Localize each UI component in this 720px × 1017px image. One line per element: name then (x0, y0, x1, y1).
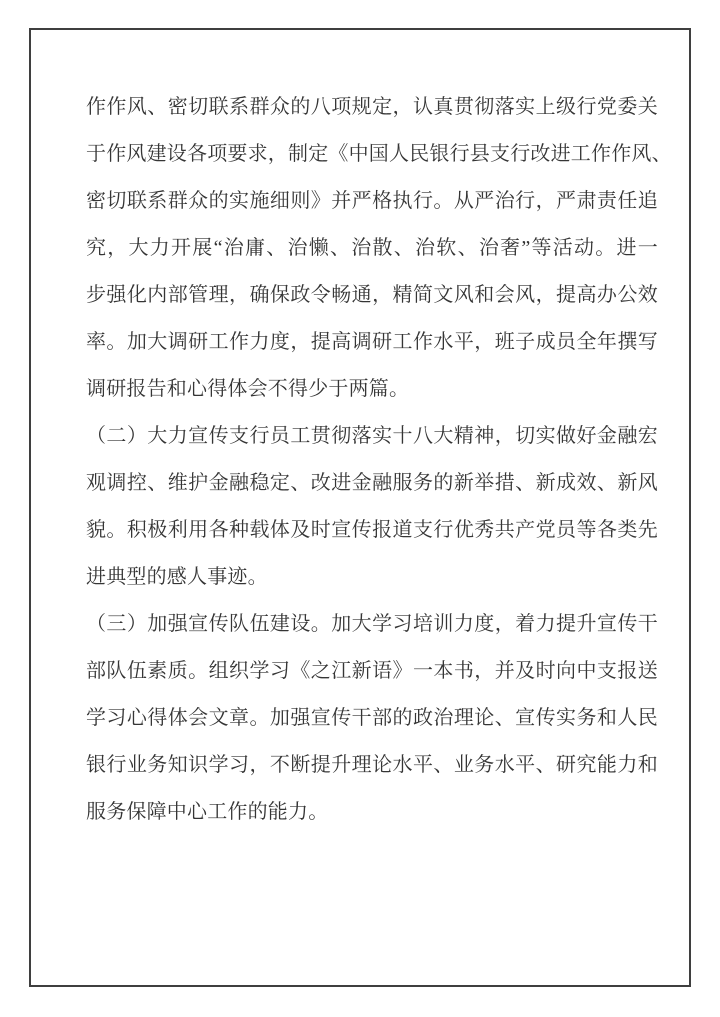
text-line: 密切联系群众的实施细则》并严格执行。从严治行，严肃责任追 (86, 190, 658, 212)
text-line: 调研报告和心得体会不得少于两篇。 (86, 378, 410, 400)
text-line: 银行业务知识学习，不断提升理论水平、业务水平、研究能力和 (86, 754, 658, 776)
text-line: 步强化内部管理，确保政令畅通，精简文风和会风，提高办公效 (86, 284, 658, 306)
text-line: 率。加大调研工作力度，提高调研工作水平，班子成员全年撰写 (86, 331, 658, 353)
text-line: 学习心得体会文章。加强宣传干部的政治理论、宣传实务和人民 (86, 707, 658, 729)
text-line: 作作风、密切联系群众的八项规定，认真贯彻落实上级行党委关 (86, 96, 658, 118)
document-body (86, 84, 672, 836)
text-line: （三）加强宣传队伍建设。加大学习培训力度，着力提升宣传干 (86, 613, 658, 635)
text-line: （二）大力宣传支行员工贯彻落实十八大精神，切实做好金融宏 (86, 425, 658, 447)
text-line: 究，大力开展“治庸、治懒、治散、治软、治奢”等活动。进一 (86, 237, 658, 259)
text-line: 进典型的感人事迹。 (86, 566, 268, 588)
text-line: 貌。积极利用各种载体及时宣传报道支行优秀共产党员等各类先 (86, 519, 658, 541)
text-line: 于作风建设各项要求，制定《中国人民银行县支行改进工作作风、 (86, 143, 672, 165)
text-line: 部队伍素质。组织学习《之江新语》一本书，并及时向中支报送 (86, 660, 658, 682)
text-line: 服务保障中心工作的能力。 (86, 801, 329, 823)
text-line: 观调控、维护金融稳定、改进金融服务的新举措、新成效、新风 (86, 472, 658, 494)
